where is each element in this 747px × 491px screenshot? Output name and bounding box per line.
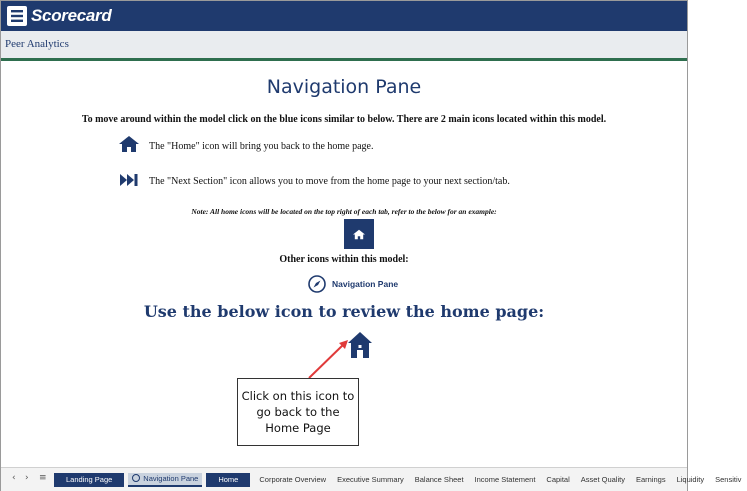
compass-icon bbox=[308, 275, 326, 293]
sheet-tab[interactable] bbox=[54, 473, 124, 487]
sheet-tab[interactable] bbox=[541, 473, 574, 487]
callout-box: Click on this icon to go back to the Home Page bbox=[237, 378, 359, 446]
sheet-tab-label: Navigation Pane bbox=[143, 474, 199, 483]
home-icon-description: The "Home" icon will bring you back to the home page. bbox=[149, 141, 374, 152]
logo-text: Scorecard bbox=[31, 6, 112, 25]
page-title: Navigation Pane bbox=[266, 76, 422, 98]
sheet-tab-label: Balance Sheet bbox=[414, 475, 464, 484]
sheet-tab-label: Earnings bbox=[635, 475, 666, 484]
section-title: Peer Analytics bbox=[5, 38, 69, 50]
home-icon-note: Note: All home icons will be located on the top right of each tab, refer to the below for an example: bbox=[191, 207, 497, 216]
main-content bbox=[1, 61, 687, 465]
scorecard-logo bbox=[7, 5, 111, 27]
sheet-tab[interactable] bbox=[254, 473, 331, 487]
sheet-tab-label: Sensitiv bbox=[715, 475, 742, 484]
scorecard-logo-icon bbox=[7, 6, 27, 26]
sheet-tab[interactable] bbox=[576, 473, 630, 487]
sheet-tab-label: Asset Quality bbox=[580, 475, 625, 484]
sheet-tabs bbox=[54, 473, 747, 487]
sheet-tab[interactable] bbox=[470, 473, 541, 487]
navigation-pane-label: Navigation Pane bbox=[332, 279, 399, 289]
sheet-tab-label: Executive Summary bbox=[337, 475, 404, 484]
sheet-tab[interactable] bbox=[410, 473, 469, 487]
scroll-right-icon[interactable]: › bbox=[25, 473, 29, 483]
clock-icon bbox=[132, 474, 140, 482]
sheet-tab-label: Income Statement bbox=[474, 475, 536, 484]
sheet-tab-bar bbox=[1, 467, 742, 491]
sheet-tab-label: Corporate Overview bbox=[259, 475, 327, 484]
sheet-tab[interactable] bbox=[128, 473, 202, 487]
section-header bbox=[1, 31, 687, 61]
navigation-pane-link[interactable] bbox=[308, 274, 398, 294]
scroll-left-icon[interactable]: ‹ bbox=[12, 473, 16, 483]
review-heading: Use the below icon to review the home page: bbox=[143, 302, 545, 321]
sheet-tab[interactable] bbox=[206, 473, 250, 487]
sheet-tab[interactable] bbox=[332, 473, 409, 487]
other-icons-label: Other icons within this model: bbox=[279, 254, 409, 265]
sheet-tab-label: Liquidity bbox=[676, 475, 705, 484]
all-sheets-icon[interactable]: ≡ bbox=[39, 473, 47, 483]
next-section-icon[interactable] bbox=[119, 172, 139, 188]
intro-text: To move around within the model click on the blue icons similar to below. There are 2 main icons located within this model. bbox=[81, 114, 607, 125]
sheet-tab-label: Capital bbox=[546, 475, 570, 484]
home-icon[interactable] bbox=[119, 136, 139, 152]
sheet-tab[interactable] bbox=[672, 473, 710, 487]
sheet-tab[interactable] bbox=[710, 473, 746, 487]
home-icon bbox=[353, 229, 365, 240]
sheet-tab[interactable] bbox=[631, 473, 671, 487]
sheet-tab-label: Landing Page bbox=[66, 475, 113, 484]
next-section-description: The "Next Section" icon allows you to move from the home page to your next section/tab. bbox=[149, 176, 510, 187]
sheet-tab-label: Home bbox=[218, 475, 239, 484]
top-bar bbox=[1, 1, 687, 31]
home-button-example[interactable] bbox=[344, 219, 374, 249]
